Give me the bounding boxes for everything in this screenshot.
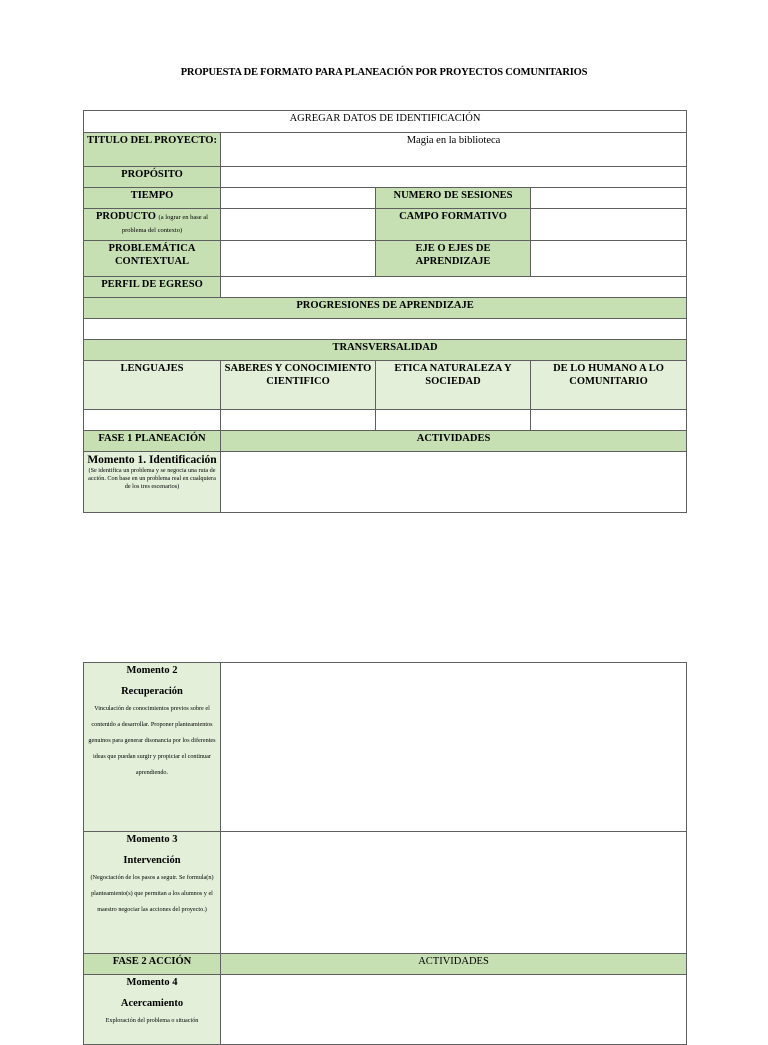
identification-table [83,110,687,513]
producto-note: (a lograr en base al problema del contexto) [121,214,208,234]
momento3-activities[interactable] [221,832,687,954]
momento3-line: maestro negociar las acciones del proyecto.) [97,906,207,913]
campo-etica: ETICA NATURALEZA Y SOCIEDAD [376,361,531,410]
momento4-title: Momento 4 [126,977,178,988]
momento2-line: ideas que puedan surgir y propiciar el continuar [93,753,211,760]
titulo-label: TITULO DEL PROYECTO: [84,133,221,167]
momento2-line: contenido a desarrollar. Proponer planteamientos [91,721,213,728]
momento2-line: genuinos para generar disonancia por los diferentes [88,737,216,744]
saberes-value[interactable] [221,410,376,431]
momento2-activities[interactable] [221,663,687,832]
campo-saberes: SABERES Y CONOCIMIENTO CIENTIFICO [221,361,376,410]
tiempo-label: TIEMPO [84,188,221,209]
fase2-label: FASE 2 ACCIÓN [84,954,221,975]
phases-table [83,662,687,1045]
momento4-activities[interactable] [221,975,687,1045]
lenguajes-value[interactable] [84,410,221,431]
momento2-title: Momento 2 [126,665,178,676]
momento1-cell [84,452,221,513]
actividades-header-1: ACTIVIDADES [221,431,687,452]
titulo-value[interactable]: Magia en la biblioteca [221,133,687,167]
transversalidad-header: TRANSVERSALIDAD [84,340,687,361]
tiempo-value[interactable] [221,188,376,209]
problematica-value[interactable] [221,241,376,277]
etica-value[interactable] [376,410,531,431]
momento3-cell [84,832,221,954]
momento3-line: (Negociación de los pasos a seguir. Se formula(n) [90,874,214,881]
momento4-subtitle: Acercamiento [120,998,184,1009]
progresiones-header: PROGRESIONES DE APRENDIZAJE [84,298,687,319]
document-title: PROPUESTA DE FORMATO PARA PLANEACIÓN POR PROYECTOS COMUNITARIOS [180,67,588,78]
identification-header: AGREGAR DATOS DE IDENTIFICACIÓN [84,111,687,133]
campo-lenguajes: LENGUAJES [84,361,221,410]
momento2-line: aprendiendo. [135,769,169,776]
actividades-header-2: ACTIVIDADES [221,954,687,975]
momento2-cell [84,663,221,832]
eje-label: EJE O EJES DE APRENDIZAJE [376,241,531,277]
momento1-desc: (Se identifica un problema y se negocia una ruta de acción. Con base en un problema real en cualquiera de los tres escenarios) [88,467,216,490]
momento4-line: Exploración del problema o situación [105,1017,199,1024]
momento4-cell [84,975,221,1045]
momento3-title: Momento 3 [126,834,178,845]
momento2-line: Vinculación de conocimientos previos sobre el [94,705,210,712]
momento2-subtitle: Recuperación [121,686,183,697]
producto-label [84,209,221,241]
momento3-line: planteamiento(s) que permitan a los alumnos y el [91,890,213,897]
eje-value[interactable] [531,241,687,277]
problematica-label: PROBLEMÁTICA CONTEXTUAL [84,241,221,277]
momento2-desc [87,705,217,777]
fase1-label: FASE 1 PLANEACIÓN [84,431,221,452]
momento1-activities[interactable] [221,452,687,513]
sesiones-value[interactable] [531,188,687,209]
progresiones-value[interactable] [84,319,687,340]
momento3-desc [87,874,217,914]
humano-value[interactable] [531,410,687,431]
producto-label-text: PRODUCTO [96,211,156,222]
sesiones-label: NUMERO DE SESIONES [376,188,531,209]
campo-humano: DE LO HUMANO A LO COMUNITARIO [531,361,687,410]
perfil-egreso-value[interactable] [221,277,687,298]
perfil-egreso-label: PERFIL DE EGRESO [84,277,221,298]
producto-value[interactable] [221,209,376,241]
campo-formativo-value[interactable] [531,209,687,241]
proposito-label: PROPÓSITO [84,167,221,188]
campo-formativo-label: CAMPO FORMATIVO [376,209,531,241]
momento1-title: Momento 1. Identificación [87,454,217,466]
momento3-subtitle: Intervención [123,855,181,866]
proposito-value[interactable] [221,167,687,188]
